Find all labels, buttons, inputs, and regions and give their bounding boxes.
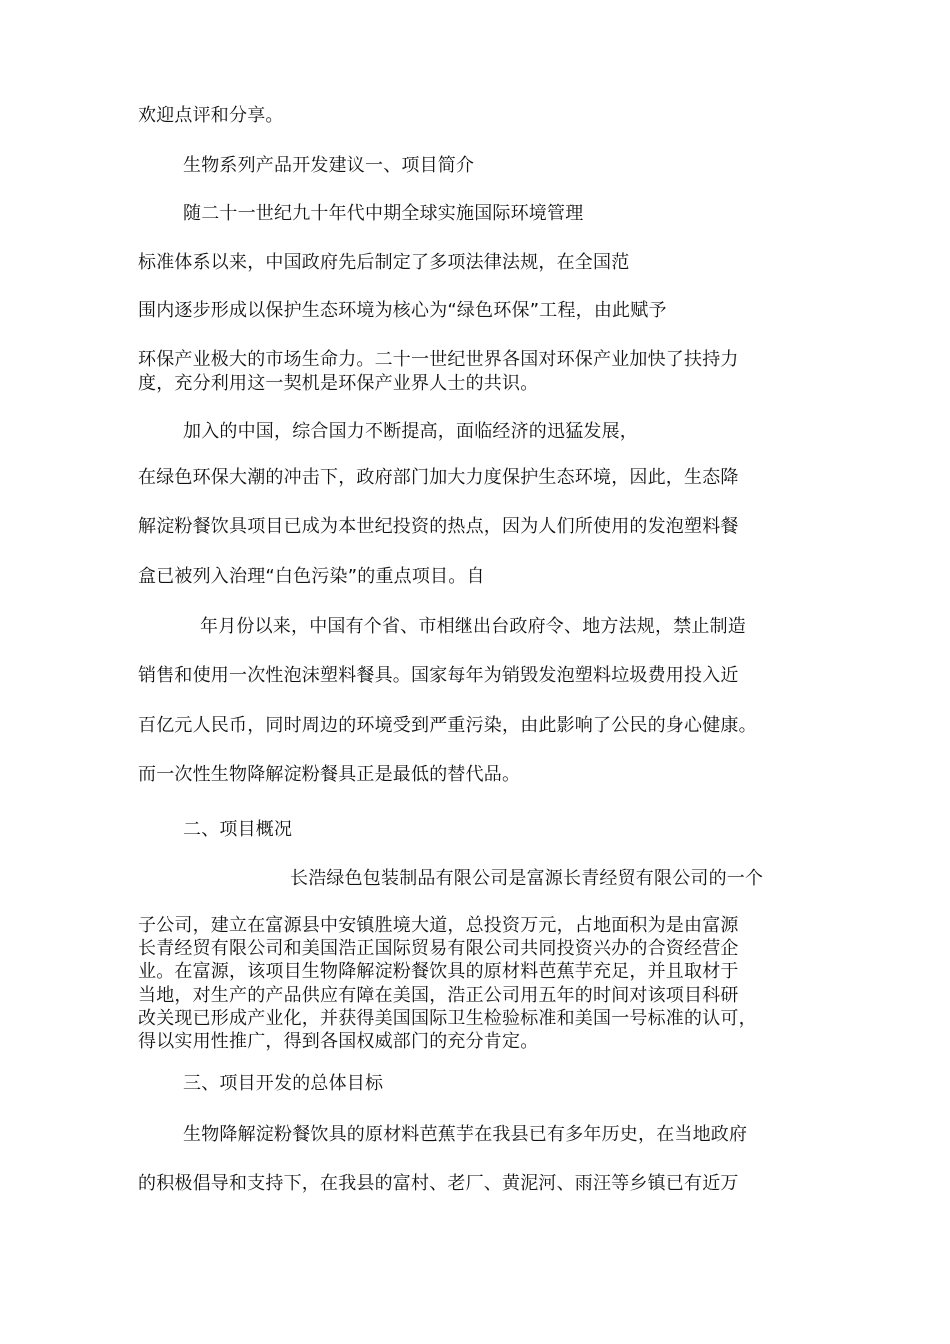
text-line: 得以实用性推广，得到各国权威部门的充分肯定。 [138,1031,539,1052]
text-line: 随二十一世纪九十年代中期全球实施国际环境管理 [183,203,584,224]
text-line: 子公司，建立在富源县中安镇胜境大道，总投资万元，占地面积为是由富源 [138,915,739,936]
text-line: 盒已被列入治理“白色污染”的重点项目。自 [138,566,485,587]
text-line: 环保产业极大的市场生命力。二十一世纪世界各国对环保产业加快了扶持力 [138,349,739,370]
section-heading: 三、项目开发的总体目标 [183,1073,384,1094]
text-line: 百亿元人民币，同时周边的环境受到严重污染，由此影响了公民的身心健康。 [138,715,757,736]
section-heading: 二、项目概况 [183,819,293,840]
text-line: 欢迎点评和分享。 [138,105,284,126]
text-line: 在绿色环保大潮的冲击下，政府部门加大力度保护生态环境，因此，生态降 [138,467,739,488]
text-line: 生物降解淀粉餐饮具的原材料芭蕉芋在我县已有多年历史，在当地政府 [183,1124,748,1145]
text-line: 而一次性生物降解淀粉餐具正是最低的替代品。 [138,764,521,785]
text-line: 加入的中国，综合国力不断提高，面临经济的迅猛发展， [183,421,638,442]
text-line: 度，充分利用这一契机是环保产业界人士的共识。 [138,373,539,394]
text-line: 生物系列产品开发建议一、项目简介 [183,155,475,176]
text-line: 标准体系以来，中国政府先后制定了多项法律法规，在全国范 [138,252,630,273]
text-line: 围内逐步形成以保护生态环境为核心为“绿色环保”工程，由此赋予 [138,300,667,321]
text-line: 解淀粉餐饮具项目已成为本世纪投资的热点，因为人们所使用的发泡塑料餐 [138,516,739,537]
text-line: 业。在富源，该项目生物降解淀粉餐饮具的原材料芭蕉芋充足，并且取材于 [138,961,739,982]
text-line: 年月份以来，中国有个省、市相继出台政府令、地方法规，禁止制造 [200,616,746,637]
text-line: 改关现已形成产业化，并获得美国国际卫生检验标准和美国一号标准的认可， [138,1008,757,1029]
text-line: 长浩绿色包装制品有限公司是富源长青经贸有限公司的一个 [290,868,764,889]
text-line: 当地，对生产的产品供应有障在美国，浩正公司用五年的时间对该项目科研 [138,985,739,1006]
text-line: 销售和使用一次性泡沫塑料餐具。国家每年为销毁发泡塑料垃圾费用投入近 [138,665,739,686]
text-line: 长青经贸有限公司和美国浩正国际贸易有限公司共同投资兴办的合资经营企 [138,938,739,959]
text-line: 的积极倡导和支持下，在我县的富村、老厂、黄泥河、雨汪等乡镇已有近万 [138,1173,739,1194]
